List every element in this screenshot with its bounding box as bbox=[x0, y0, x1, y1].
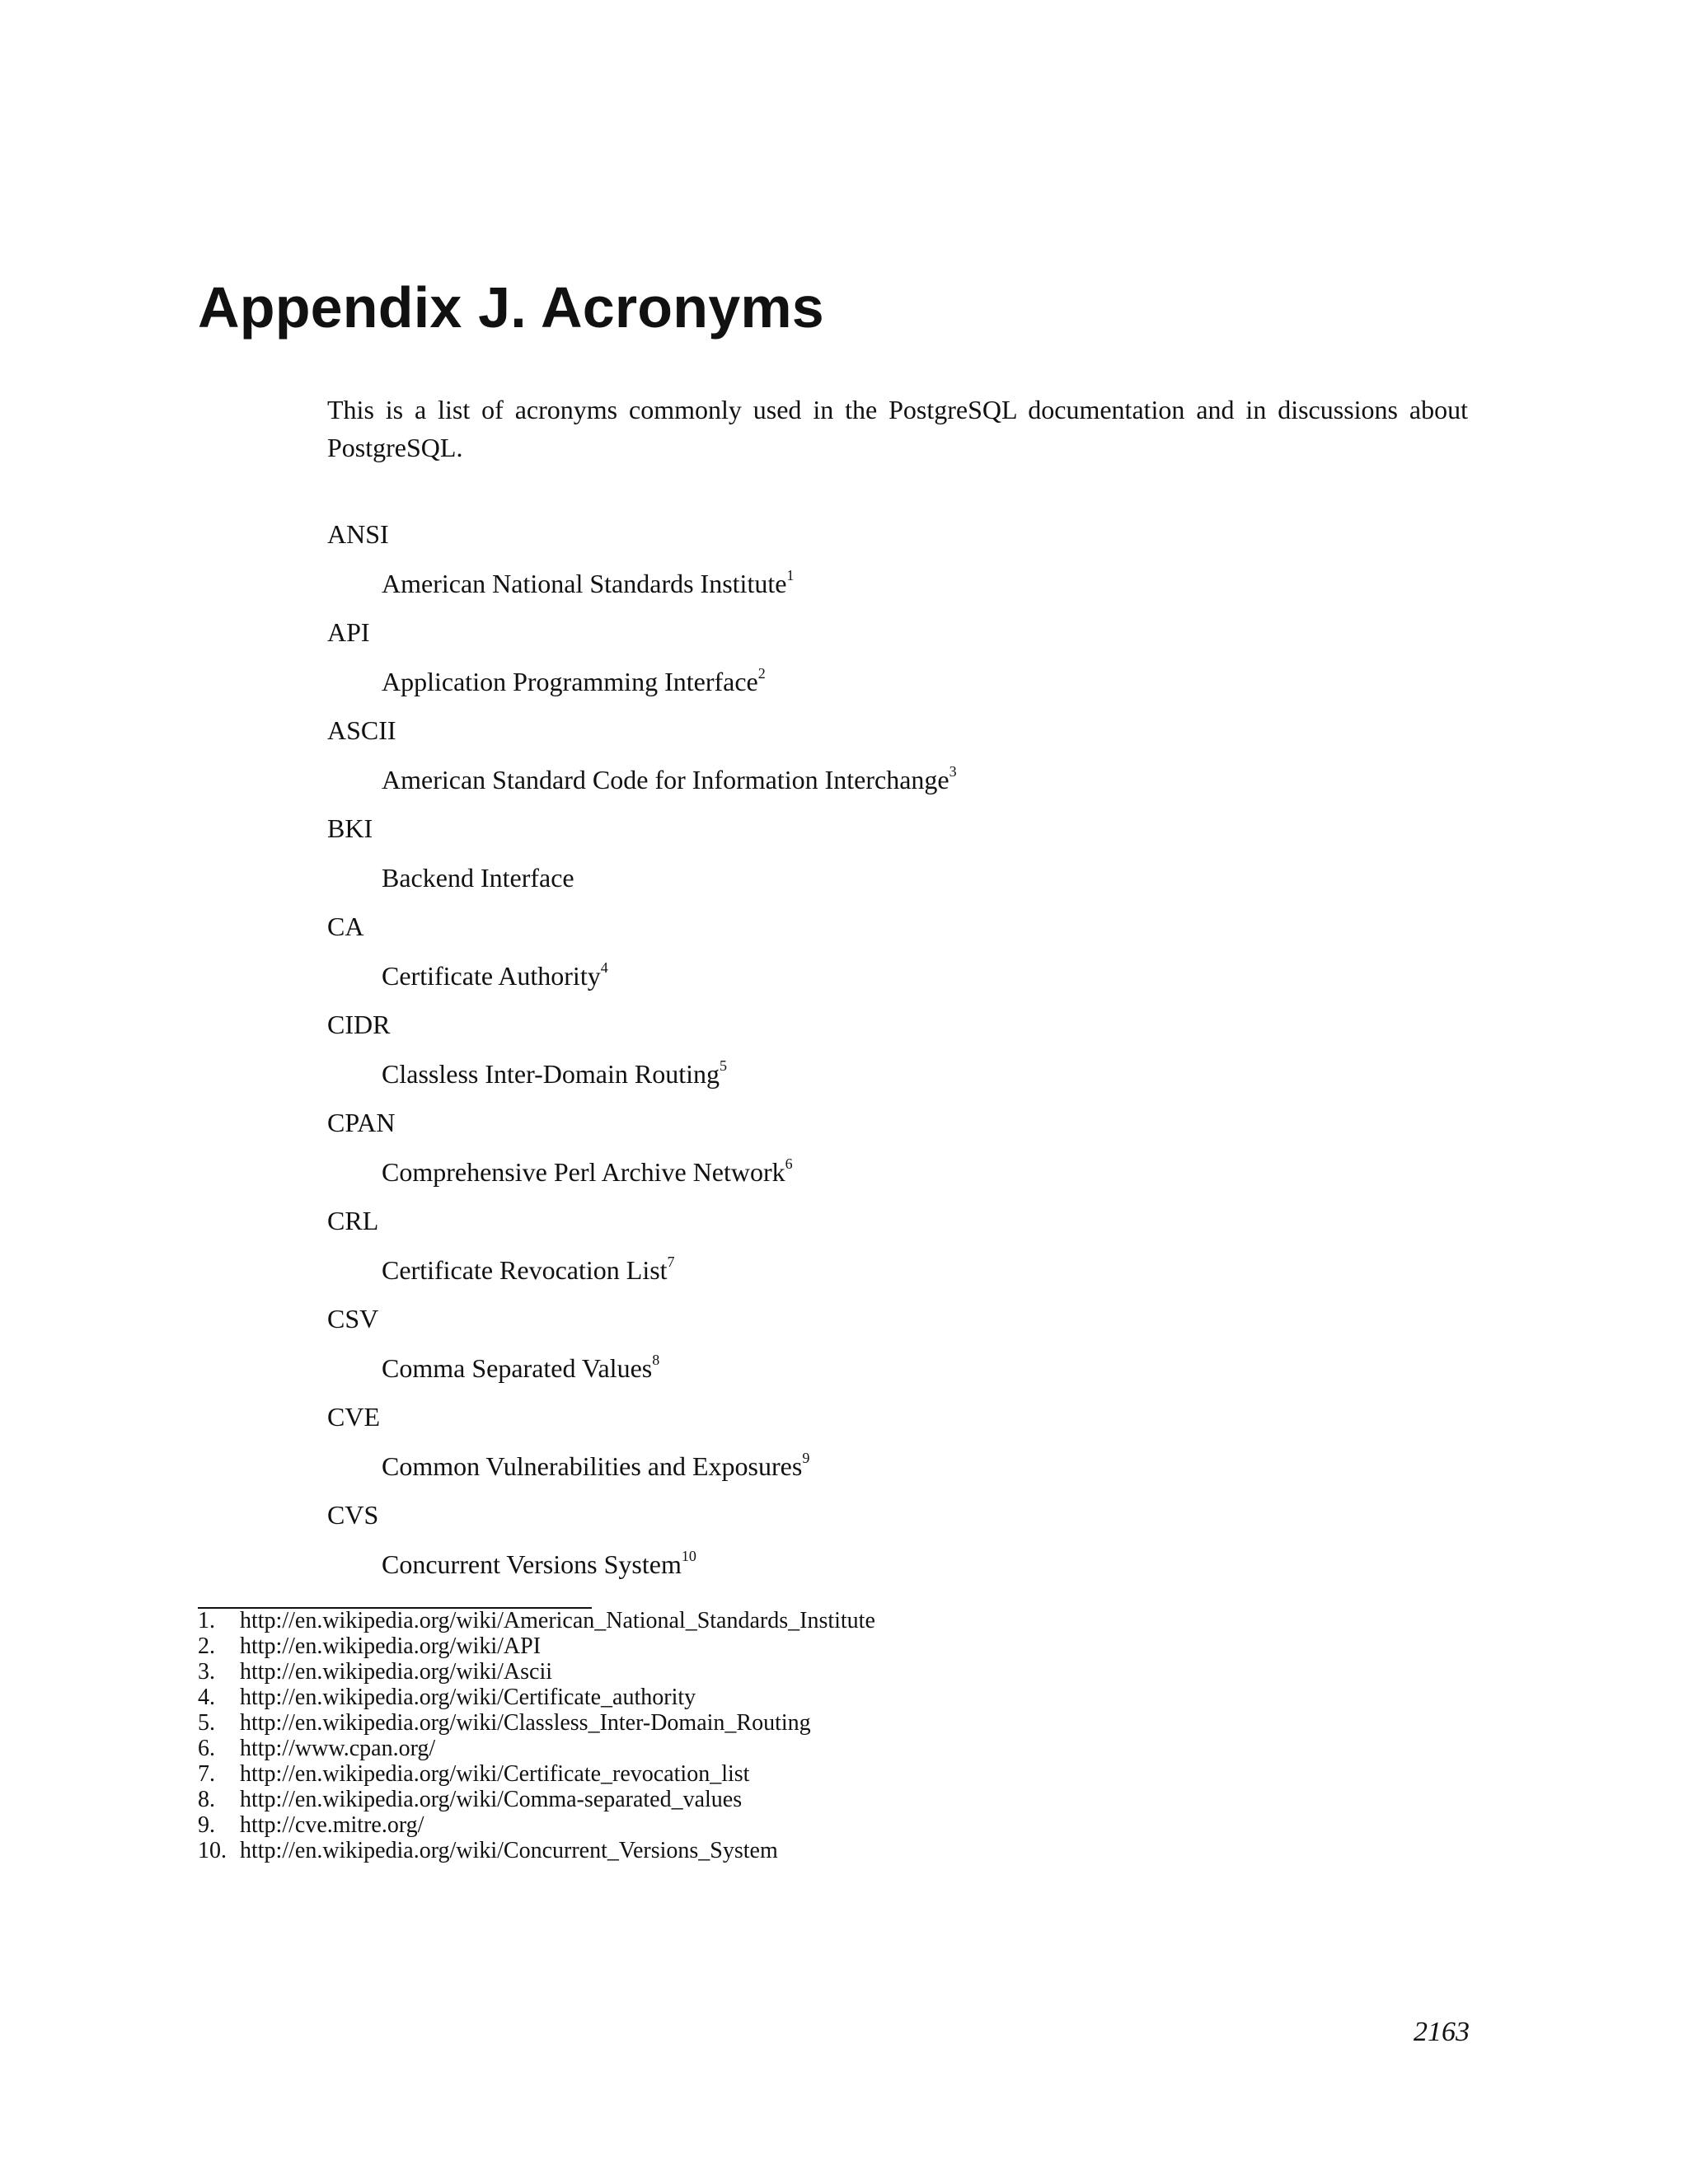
footnote-reference[interactable]: 7 bbox=[667, 1254, 675, 1270]
footnote-item bbox=[198, 1633, 1187, 1659]
footnote-item bbox=[198, 1685, 1187, 1710]
footnote-number: 9. bbox=[198, 1812, 215, 1838]
acronym-definition bbox=[382, 1057, 727, 1090]
footnote-reference[interactable]: 9 bbox=[802, 1450, 810, 1466]
footnote-link[interactable]: http://en.wikipedia.org/wiki/Certificate_revocation_list bbox=[240, 1761, 750, 1787]
acronym-entry-cpan bbox=[327, 1106, 1481, 1204]
footnote-number: 5. bbox=[198, 1710, 215, 1736]
acronym-term: BKI bbox=[327, 813, 373, 843]
acronym-term: CVE bbox=[327, 1402, 380, 1432]
footnote-link[interactable]: http://en.wikipedia.org/wiki/API bbox=[240, 1633, 542, 1659]
acronym-term: CSV bbox=[327, 1304, 379, 1333]
acronym-definition bbox=[382, 763, 957, 796]
footnote-item bbox=[198, 1761, 1187, 1787]
acronym-entry-bki bbox=[327, 812, 1481, 910]
footnote-number: 2. bbox=[198, 1633, 215, 1659]
acronym-entry-api bbox=[327, 616, 1481, 714]
footnote-number: 3. bbox=[198, 1659, 215, 1685]
acronym-definition bbox=[382, 1352, 659, 1385]
footnote-reference[interactable]: 3 bbox=[949, 763, 957, 780]
footnote-reference[interactable]: 8 bbox=[652, 1352, 660, 1368]
footnote-reference[interactable]: 5 bbox=[719, 1057, 727, 1074]
acronym-term: API bbox=[327, 617, 370, 647]
footnote-reference[interactable]: 10 bbox=[681, 1548, 696, 1564]
footnote-item bbox=[198, 1608, 1187, 1633]
acronym-definition bbox=[382, 1450, 809, 1483]
footnote-reference[interactable]: 4 bbox=[600, 959, 608, 976]
acronym-entry-crl bbox=[327, 1204, 1481, 1302]
footnote-link[interactable]: http://en.wikipedia.org/wiki/Ascii bbox=[240, 1659, 552, 1685]
footnote-link[interactable]: http://en.wikipedia.org/wiki/American_National_Standards_Institute bbox=[240, 1608, 875, 1633]
footnote-link[interactable]: http://en.wikipedia.org/wiki/Classless_Inter-Domain_Routing bbox=[240, 1710, 811, 1736]
definition-text: Certificate Authority bbox=[382, 961, 601, 991]
acronym-entry-ca bbox=[327, 910, 1481, 1008]
footnote-reference[interactable]: 2 bbox=[757, 665, 766, 682]
footnote-link[interactable]: http://en.wikipedia.org/wiki/Certificate_authority bbox=[240, 1685, 696, 1710]
footnote-number: 10. bbox=[198, 1838, 227, 1863]
footnote-item bbox=[198, 1710, 1187, 1736]
footnote-item bbox=[198, 1787, 1187, 1812]
acronym-entry-ansi bbox=[327, 518, 1481, 616]
acronym-entry-cve bbox=[327, 1400, 1481, 1498]
definition-text: Classless Inter-Domain Routing bbox=[382, 1059, 720, 1089]
definition-text: Comprehensive Perl Archive Network bbox=[382, 1157, 785, 1187]
acronym-definition bbox=[382, 1548, 696, 1581]
footnote-item bbox=[198, 1659, 1187, 1685]
acronym-definition bbox=[382, 567, 794, 600]
acronym-definition bbox=[382, 1155, 793, 1188]
acronym-term: CVS bbox=[327, 1500, 379, 1530]
footnote-item bbox=[198, 1736, 1187, 1761]
acronym-entry-cidr bbox=[327, 1008, 1481, 1106]
acronym-definition bbox=[382, 1254, 675, 1286]
footnote-number: 6. bbox=[198, 1736, 215, 1761]
definition-text: Certificate Revocation List bbox=[382, 1255, 668, 1285]
page-title: Appendix J. Acronyms bbox=[198, 275, 824, 340]
footnote-link[interactable]: http://en.wikipedia.org/wiki/Comma-separated_values bbox=[240, 1787, 743, 1812]
definition-text: Concurrent Versions System bbox=[382, 1549, 682, 1579]
footnote-number: 7. bbox=[198, 1761, 215, 1787]
acronym-definition bbox=[382, 665, 766, 698]
acronym-entry-ascii bbox=[327, 714, 1481, 812]
definition-text: Application Programming Interface bbox=[382, 667, 758, 696]
footnote-number: 4. bbox=[198, 1685, 215, 1710]
footnote-number: 1. bbox=[198, 1608, 215, 1633]
acronym-definition bbox=[382, 959, 608, 992]
acronym-definition bbox=[382, 861, 574, 894]
definition-text: Common Vulnerabilities and Exposures bbox=[382, 1451, 803, 1481]
definition-text: Backend Interface bbox=[382, 863, 574, 893]
acronym-entry-csv bbox=[327, 1302, 1481, 1400]
footnote-link[interactable]: http://www.cpan.org/ bbox=[240, 1736, 436, 1761]
footnote-item bbox=[198, 1812, 1187, 1838]
acronym-term: CRL bbox=[327, 1206, 379, 1235]
acronym-list bbox=[327, 518, 1481, 1596]
footnote-item bbox=[198, 1838, 1187, 1863]
footnote-reference[interactable]: 1 bbox=[786, 567, 795, 583]
acronym-entry-cvs bbox=[327, 1498, 1481, 1596]
footnote-link[interactable]: http://cve.mitre.org/ bbox=[240, 1812, 424, 1838]
definition-text: American Standard Code for Information Interchange bbox=[382, 765, 950, 794]
footnote-number: 8. bbox=[198, 1787, 215, 1812]
intro-paragraph: This is a list of acronyms commonly used in the PostgreSQL documentation and in discussions about PostgreSQL. bbox=[327, 395, 1468, 462]
definition-text: American National Standards Institute bbox=[382, 569, 787, 598]
footnote-reference[interactable]: 6 bbox=[785, 1155, 793, 1172]
definition-text: Comma Separated Values bbox=[382, 1353, 653, 1383]
acronym-term: CIDR bbox=[327, 1010, 391, 1039]
footnotes-list bbox=[198, 1608, 1187, 1863]
footnote-link[interactable]: http://en.wikipedia.org/wiki/Concurrent_Versions_System bbox=[240, 1838, 778, 1863]
acronym-term: CA bbox=[327, 912, 364, 941]
acronym-term: ASCII bbox=[327, 715, 396, 745]
page-number: 2163 bbox=[1414, 2017, 1470, 2047]
acronym-term: CPAN bbox=[327, 1108, 396, 1137]
acronym-term: ANSI bbox=[327, 519, 389, 549]
